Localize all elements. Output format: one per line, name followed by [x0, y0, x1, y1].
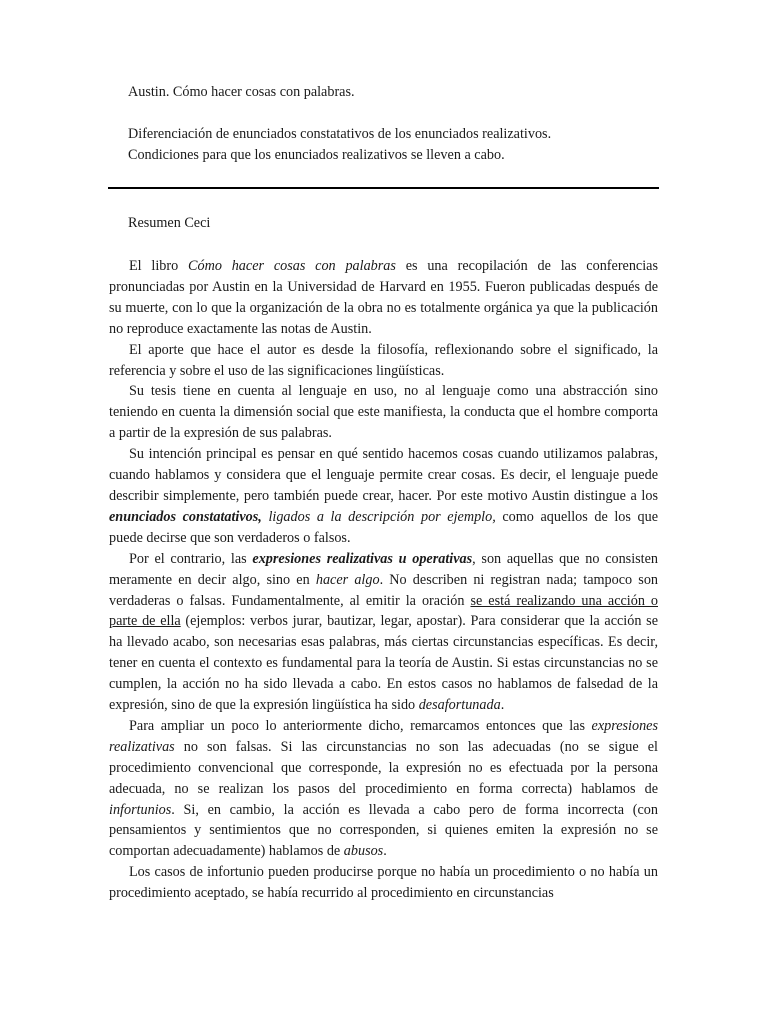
document-header — [128, 82, 668, 166]
p1-text-c: es una recopilación de las conferencias pronunciadas por Austin en la Universidad de Harvard en 1955. Fueron publicadas después de su muerte, con lo que la organización de la obra no es totalmente orgánica ya que la publicación no reproduce exactamente las notas de Austin. — [109, 258, 658, 337]
p5-text-c: , son aquellas que no consisten meramente en decir algo, sino en — [109, 550, 658, 588]
term-expresiones-realizativas-italic: expresiones realizativas — [109, 717, 658, 755]
p4-italic-example: ligados a la descripción por ejemplo, — [268, 508, 496, 525]
p1-text-a: El libro — [129, 258, 189, 274]
p6-text-c: no son falsas. Si las circunstancias no son las adecuadas (no se sigue el procedimiento convencional que corresponde, la expresión no es efectuada por la persona adecuada, no se realizan los pasos del procedimiento en forma correcta) hablamos de — [109, 738, 658, 797]
document-title: Austin. Cómo hacer cosas con palabras. — [128, 84, 355, 100]
paragraph-3: Su tesis tiene en cuenta al lenguaje en uso, no al lenguaje como una abstracción sino teniendo en cuenta la dimensión social que este manifiesta, la conducta que el hombre comporta a partir de la expresión de sus palabras. — [109, 383, 658, 442]
p6-text-g: . — [383, 843, 387, 860]
topic-line-2: Condiciones para que los enunciados realizativos se lleven a cabo. — [128, 147, 505, 163]
term-expresiones-realizativas: expresiones realizativas u operativas — [252, 550, 473, 567]
p4-text-a: Su intención principal es pensar en qué sentido hacemos cosas cuando utilizamos palabras, cuando hablamos y considera que el lenguaje permite crear cosas. Es decir, el lenguaje puede describir simplemente, pero también puede crear, hacer. Por este motivo Austin distingue a los — [109, 446, 658, 504]
paragraph-4 — [109, 444, 658, 549]
underlined-phrase: se está realizando una acción o parte de ella — [109, 592, 658, 630]
topic-line-1: Diferenciación de enunciados constatativos de los enunciados realizativos. — [128, 126, 552, 142]
paragraph-6 — [109, 716, 658, 862]
paragraph-7: Los casos de infortunio pueden producirse porque no había un procedimiento o no había un procedimiento aceptado, se había recurrido al procedimiento en circunstancias — [109, 864, 658, 902]
term-enunciados-constatativos: enunciados constatativos, — [109, 508, 262, 525]
p5-text-e: . No describen ni registran nada; tampoco son verdaderas o falsas. Fundamentalmente, al emitir la oración — [109, 571, 659, 609]
summary-body — [109, 256, 658, 904]
paragraph-1 — [109, 256, 658, 340]
p4-text-e: como aquellos de los que puede decirse que son verdaderos o falsos. — [109, 508, 659, 546]
horizontal-divider — [108, 187, 659, 189]
term-hacer-algo: hacer algo — [315, 571, 380, 588]
term-abusos: abusos — [343, 843, 384, 860]
p5-text-a: Por el contrario, las — [129, 550, 253, 567]
book-title-italic: Cómo hacer cosas con palabras — [188, 258, 396, 274]
term-desafortunada: desafortunada — [418, 697, 501, 714]
paragraph-2: El aporte que hace el autor es desde la filosofía, reflexionando sobre el significado, la referencia y sobre el uso de las significaciones lingüísticas. — [109, 341, 658, 379]
p5-text-i: . — [500, 697, 505, 714]
p6-text-a: Para ampliar un poco lo anteriormente dicho, remarcamos entonces que las — [129, 717, 592, 734]
summary-heading: Resumen Ceci — [128, 215, 211, 231]
term-infortunios: infortunios — [109, 801, 172, 818]
header-spacer — [128, 103, 668, 124]
paragraph-5 — [109, 549, 658, 716]
p5-text-g: (ejemplos: verbos jurar, bautizar, legar, apostar). Para considerar que la acción se ha llevado acabo, son necesarias esas palabras, más ciertas circunstancias específicas. Es decir, tener en cuenta el contexto es fundamental para la teoría de Austin. Si estas circunstancias no se cumplen, la acción no ha sido llevada a cabo. En estos casos no hablamos de falsedad de la expresión, sino de que la expresión lingüística ha sido — [109, 613, 658, 714]
p6-text-e: . Si, en cambio, la acción es llevada a cabo pero de forma incorrecta (con pensamientos y sentimientos que no corresponden, si quienes emiten la expresión no se comportan adecuadamente) hablamos de — [109, 801, 658, 860]
